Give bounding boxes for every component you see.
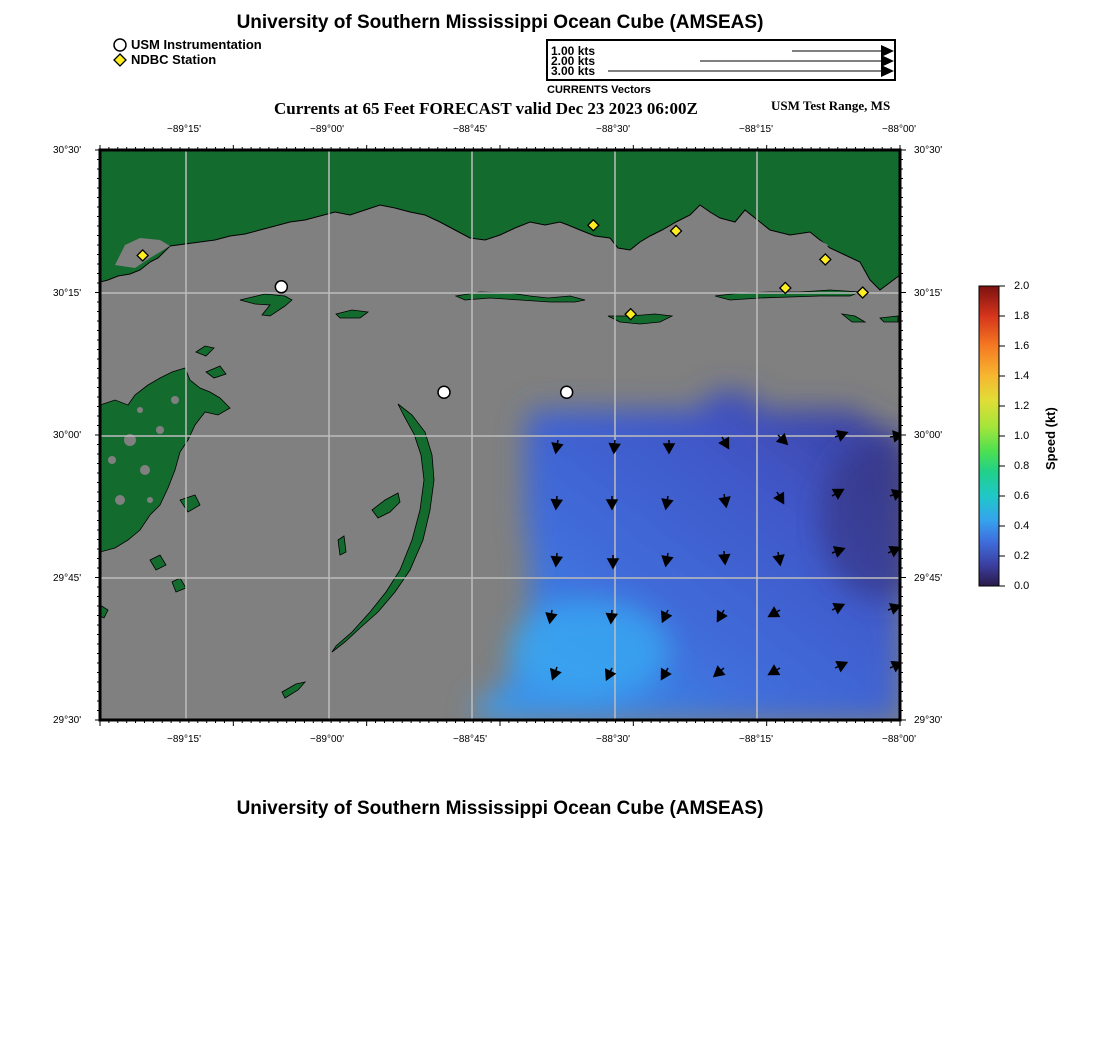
lat-tick-left: 30°15' — [53, 288, 82, 299]
usm-instrument-marker — [438, 386, 450, 398]
lat-tick-left: 29°45' — [53, 573, 82, 584]
lat-tick-left: 30°30' — [53, 145, 82, 156]
map-canvas — [95, 145, 907, 727]
speed-field-light — [510, 600, 670, 700]
vector-caption: CURRENTS Vectors — [547, 84, 651, 96]
lat-tick-right: 30°00' — [914, 430, 943, 441]
lon-tick-top: −88°30' — [596, 124, 630, 135]
map-subtitle: Currents at 65 Feet FORECAST valid Dec 23 2023 06:00Z — [274, 99, 698, 118]
lon-tick-top: −89°15' — [167, 124, 201, 135]
colorbar-tick-label: 1.2 — [1014, 400, 1030, 412]
lon-tick-bottom: −88°45' — [453, 734, 487, 745]
lat-tick-right: 30°15' — [914, 288, 943, 299]
scale-arrows — [548, 41, 894, 79]
colorbar-tick-label: 0.6 — [1014, 490, 1030, 502]
lon-tick-bottom: −88°15' — [739, 734, 773, 745]
colorbar-tick-label: 1.4 — [1014, 370, 1030, 382]
legend-usm-label: USM Instrumentation — [131, 37, 262, 52]
lon-tick-top: −88°00' — [882, 124, 916, 135]
lat-tick-left: 30°00' — [53, 430, 82, 441]
scale-1kt-label: 1.00 kts — [551, 44, 596, 58]
lon-tick-top: −88°45' — [453, 124, 487, 135]
lat-tick-right: 29°45' — [914, 573, 943, 584]
vector-scale-box — [546, 39, 896, 81]
colorbar-tick-label: 1.6 — [1014, 340, 1030, 352]
lon-tick-bottom: −89°15' — [167, 734, 201, 745]
lat-tick-right: 29°30' — [914, 715, 943, 726]
lat-tick-left: 29°30' — [53, 715, 82, 726]
scale-2kt-label: 2.00 kts — [551, 54, 596, 68]
colorbar-tick-label: 0.8 — [1014, 460, 1030, 472]
colorbar-tick-label: 0.2 — [1014, 550, 1030, 562]
colorbar-tick-label: 0.0 — [1014, 580, 1030, 592]
usm-circle-icon — [113, 38, 127, 52]
legend-usm — [113, 37, 262, 52]
colorbar-tick-label: 2.0 — [1014, 280, 1030, 292]
legend-ndbc — [113, 52, 216, 67]
lon-tick-top: −89°00' — [310, 124, 344, 135]
colorbar — [975, 280, 1010, 592]
lon-tick-bottom: −88°30' — [596, 734, 630, 745]
footer-title: University of Southern Mississippi Ocean Cube (AMSEAS) — [236, 798, 764, 819]
colorbar-tick-label: 1.8 — [1014, 310, 1030, 322]
page-title: University of Southern Mississippi Ocean Cube (AMSEAS) — [236, 12, 764, 33]
colorbar-tick-label: 0.4 — [1014, 520, 1030, 532]
lon-tick-bottom: −89°00' — [310, 734, 344, 745]
lon-tick-bottom: −88°00' — [882, 734, 916, 745]
ndbc-diamond-icon — [113, 53, 127, 67]
colorbar-tick-label: 1.0 — [1014, 430, 1030, 442]
usm-instrument-marker — [561, 386, 573, 398]
range-name: USM Test Range, MS — [771, 98, 891, 113]
legend-ndbc-label: NDBC Station — [131, 52, 217, 67]
lat-tick-right: 30°30' — [914, 145, 943, 156]
scale-3kt-label: 3.00 kts — [551, 64, 596, 78]
usm-instrument-marker — [275, 281, 287, 293]
colorbar-title: Speed (kt) — [1043, 407, 1058, 470]
lon-tick-top: −88°15' — [739, 124, 773, 135]
